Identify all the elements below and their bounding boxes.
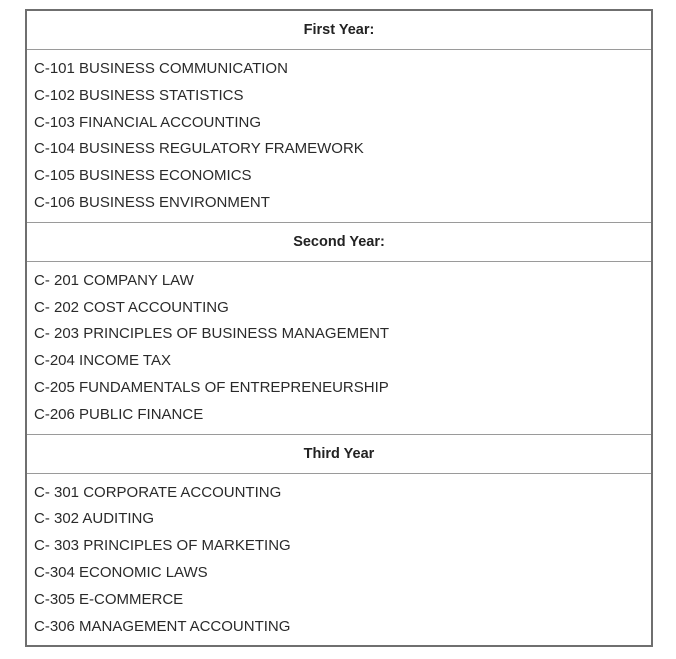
year-heading-second: Second Year: xyxy=(27,223,651,262)
course-item: C-106 BUSINESS ENVIRONMENT xyxy=(34,193,270,211)
syllabus-table xyxy=(25,9,653,647)
course-item: C- 302 AUDITING xyxy=(34,510,155,528)
course-list-first-year xyxy=(27,50,651,223)
course-item: C-104 BUSINESS REGULATORY FRAMEWORK xyxy=(34,140,364,158)
course-item: C-306 MANAGEMENT ACCOUNTING xyxy=(34,617,291,635)
course-item: C-105 BUSINESS ECONOMICS xyxy=(34,167,252,185)
course-item: C- 303 PRINCIPLES OF MARKETING xyxy=(34,537,291,555)
course-item: C-206 PUBLIC FINANCE xyxy=(34,405,204,423)
course-item: C- 203 PRINCIPLES OF BUSINESS MANAGEMENT xyxy=(34,325,390,343)
course-item: C-101 BUSINESS COMMUNICATION xyxy=(34,60,288,77)
year-heading-first: First Year: xyxy=(27,11,651,50)
course-item: C-205 FUNDAMENTALS OF ENTREPRENEURSHIP xyxy=(34,378,389,396)
course-item: C-204 INCOME TAX xyxy=(34,352,171,370)
year-heading-third: Third Year xyxy=(27,435,651,474)
course-item: C- 301 CORPORATE ACCOUNTING xyxy=(34,483,282,501)
course-list-third-year xyxy=(27,474,651,646)
course-item: C- 201 COMPANY LAW xyxy=(34,271,194,289)
course-list-second-year xyxy=(27,262,651,435)
course-item: C-102 BUSINESS STATISTICS xyxy=(34,86,244,104)
course-item: C-103 FINANCIAL ACCOUNTING xyxy=(34,113,261,131)
course-item: C- 202 COST ACCOUNTING xyxy=(34,298,229,316)
course-item: C-304 ECONOMIC LAWS xyxy=(34,563,208,581)
course-item: C-305 E-COMMERCE xyxy=(34,590,184,608)
